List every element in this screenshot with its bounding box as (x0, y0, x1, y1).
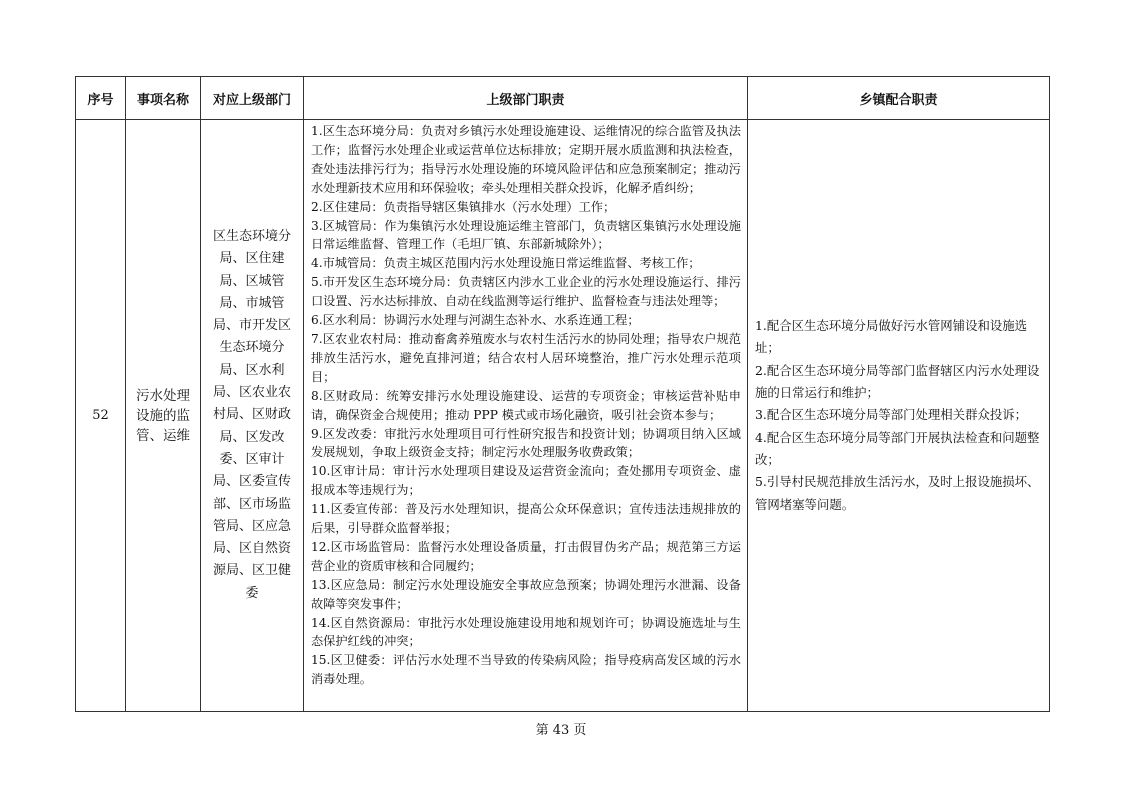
superior-duty-item: 13.区应急局：制定污水处理设施安全事故应急预案；协调处理污水泄漏、设备故障等突发事件； (311, 577, 741, 611)
township-duty-item: 2.配合区生态环境分局等部门监督辖区内污水处理设施的日常运行和维护； (755, 362, 1040, 401)
duty-table (75, 76, 1050, 712)
row-no: 52 (76, 120, 126, 712)
township-duty-item: 3.配合区生态环境分局等部门处理相关群众投诉； (755, 407, 1028, 423)
header-no: 序号 (76, 77, 126, 120)
row-departments: 区生态环境分局、区住建局、区城管局、市城管局、市开发区生态环境分局、区水利局、区农业农村局、区财政局、区发改委、区审计局、区委宣传部、区市场监管局、区应急局、区自然资源局、区卫健委 (201, 120, 304, 712)
row-township-duties (748, 120, 1050, 712)
row-item-name: 污水处理设施的监管、运维 (126, 120, 201, 712)
superior-duty-item: 2.区住建局：负责指导辖区集镇排水（污水处理）工作； (311, 199, 616, 214)
superior-duty-item: 4.市城管局：负责主城区范围内污水处理设施日常运维监督、考核工作； (311, 256, 701, 271)
superior-duty-item: 11.区委宣传部：普及污水处理知识，提高公众环保意识；宣传违法违规排放的后果，引导群众监督举报； (311, 502, 741, 536)
table-header-row (76, 77, 1050, 120)
header-department: 对应上级部门 (201, 77, 304, 120)
superior-duty-item: 3.区城管局：作为集镇污水处理设施运维主管部门，负责辖区集镇污水处理设施日常运维监督、管理工作（毛坦厂镇、东部新城除外）； (311, 218, 741, 252)
township-duty-item: 1.配合区生态环境分局做好污水管网铺设和设施选址； (755, 318, 1028, 356)
superior-duty-item: 15.区卫健委：评估污水处理不当导致的传染病风险；指导疫病高发区域的污水消毒处理。 (311, 653, 741, 687)
township-duty-item: 5.引导村民规范排放生活污水，及时上报设施损坏、管网堵塞等问题。 (755, 474, 1040, 512)
header-item-name: 事项名称 (126, 77, 201, 120)
superior-duty-item: 8.区财政局：统筹安排污水处理设施建设、运营的专项资金；审核运营补贴申请，确保资金合规使用；推动 PPP 模式或市场化融资，吸引社会资本参与； (311, 388, 741, 422)
superior-duty-item: 12.区市场监管局：监督污水处理设备质量，打击假冒伪劣产品；规范第三方运营企业的资质审核和合同履约； (311, 539, 741, 573)
township-duty-item: 4.配合区生态环境分局等部门开展执法检查和问题整改； (755, 429, 1040, 467)
superior-duty-item: 9.区发改委：审批污水处理项目可行性研究报告和投资计划；协调项目纳入区域发展规划，争取上级资金支持；制定污水处理服务收费政策； (311, 426, 741, 460)
superior-duty-item: 5.市开发区生态环境分局：负责辖区内涉水工业企业的污水处理设施运行、排污口设置、污水达标排放、自动在线监测等运行维护、监督检查与违法处理等； (311, 275, 741, 309)
row-superior-duties (304, 120, 748, 712)
table-row (76, 120, 1050, 712)
page-number: 第 43 页 (535, 723, 587, 738)
superior-duty-item: 1.区生态环境分局：负责对乡镇污水处理设施建设、运维情况的综合监管及执法工作；监督污水处理企业或运营单位达标排放；定期开展水质监测和执法检查，查处违法排污行为；指导污水处理设施的环境风险评估和应急预案制定；推动污水处理新技术应用和环保验收；牵头处理相关群众投诉，化解矛盾纠纷； (311, 124, 741, 195)
superior-duty-item: 14.区自然资源局：审批污水处理设施建设用地和规划许可；协调设施选址与生态保护红线的冲突； (311, 615, 741, 649)
superior-duty-item: 10.区审计局：审计污水处理项目建设及运营资金流向；查处挪用专项资金、虚报成本等违规行为； (311, 464, 741, 498)
superior-duty-item: 7.区农业农村局：推动畜禽养殖废水与农村生活污水的协同处理；指导农户规范排放生活污水，避免直排河道；结合农村人居环境整治，推广污水处理示范项目； (311, 331, 741, 384)
header-superior-duties: 上级部门职责 (304, 77, 748, 120)
header-township-duties: 乡镇配合职责 (748, 77, 1050, 120)
superior-duty-item: 6.区水利局：协调污水处理与河湖生态补水、水系连通工程； (311, 313, 640, 328)
